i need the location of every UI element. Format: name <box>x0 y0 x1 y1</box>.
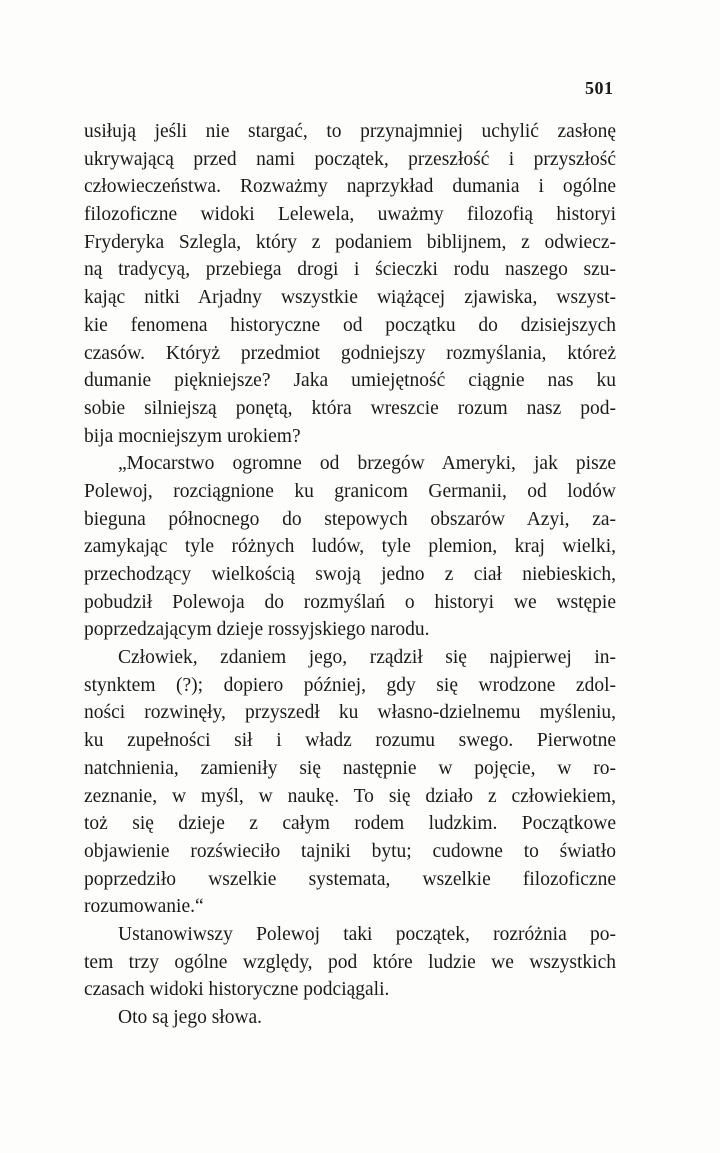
text-line: bieguna północnego do stepowych obszarów Azyi, za- <box>84 508 616 530</box>
text-line: toż się dzieje z całym rodem ludzkim. Początkowe <box>84 813 616 835</box>
text-line: bija mocniejszym urokiem? <box>84 425 301 447</box>
text-line: natchnienia, zamieniły się następnie w pojęcie, w ro- <box>84 757 616 779</box>
text-line: stynktem (?); dopiero później, gdy się wrodzone zdol- <box>84 674 616 696</box>
text-line: kie fenomena historyczne od początku do dzisiejszych <box>84 314 616 336</box>
text-line: „Mocarstwo ogromne od brzegów Ameryki, jak pisze <box>118 453 616 475</box>
text-line: czasów. Któryż przedmiot godniejszy rozmyślania, któreż <box>84 342 616 364</box>
text-line: kając nitki Arjadny wszystkie wiążącej zjawiska, wszyst- <box>84 287 616 309</box>
text-line: Człowiek, zdaniem jego, rządził się najpierwej in- <box>118 647 616 669</box>
text-line: ukrywającą przed nami początek, przeszłość i przyszłość <box>84 148 616 170</box>
page-number: 501 <box>585 78 614 98</box>
text-line: dumanie piękniejsze? Jaka umiejętność ciągnie nas ku <box>84 370 616 392</box>
text-line: czasach widoki historyczne podciągali. <box>84 979 390 1001</box>
text-line: poprzedzającym dzieje rossyjskiego narodu. <box>84 619 430 641</box>
text-line: ną tradycyą, przebiega drogi i ścieczki rodu naszego szu- <box>84 259 616 281</box>
text-line: zeznanie, w myśl, w naukę. To się działo z człowiekiem, <box>84 785 616 807</box>
text-line: Ustanowiwszy Polewoj taki początek, rozróżnia po- <box>118 923 616 945</box>
text-line: tem trzy ogólne względy, pod które ludzie we wszystkich <box>84 951 616 973</box>
text-line: Polewoj, rozciągnione ku granicom Germanii, od lodów <box>84 480 616 502</box>
text-line: przechodzący wielkością swoją jedno z ciał niebieskich, <box>84 564 616 585</box>
text-line: człowieczeństwa. Rozważmy naprzykład dumania i ogólne <box>84 176 616 198</box>
text-line: poprzedziło wszelkie systemata, wszelkie filozoficzne <box>84 868 616 890</box>
text-line: rozumowanie.“ <box>84 896 204 918</box>
text-line: zamykając tyle różnych ludów, tyle plemion, kraj wielki, <box>84 536 616 558</box>
text-line: usiłują jeśli nie stargać, to przynajmniej uchylić zasłonę <box>84 121 616 142</box>
text-line: Fryderyka Szlegla, który z podaniem biblijnem, z odwiecz- <box>84 231 616 253</box>
text-line: Oto są jego słowa. <box>118 1007 263 1028</box>
body-text <box>84 118 616 1032</box>
text-line: pobudził Polewoja do rozmyślań o historyi we wstępie <box>84 591 616 613</box>
text-line: objawienie rozświeciło tajniki bytu; cudowne to światło <box>84 840 616 862</box>
text-line: ności rozwinęły, przyszedł ku własno-dzielnemu myśleniu, <box>84 702 616 724</box>
text-line: sobie silniejszą ponętą, która wreszcie rozum nasz pod- <box>84 397 616 419</box>
text-line: ku zupełności sił i władz rozumu swego. Pierwotne <box>84 730 616 752</box>
text-line: filozoficzne widoki Lelewela, uważmy filozofią historyi <box>84 204 616 226</box>
